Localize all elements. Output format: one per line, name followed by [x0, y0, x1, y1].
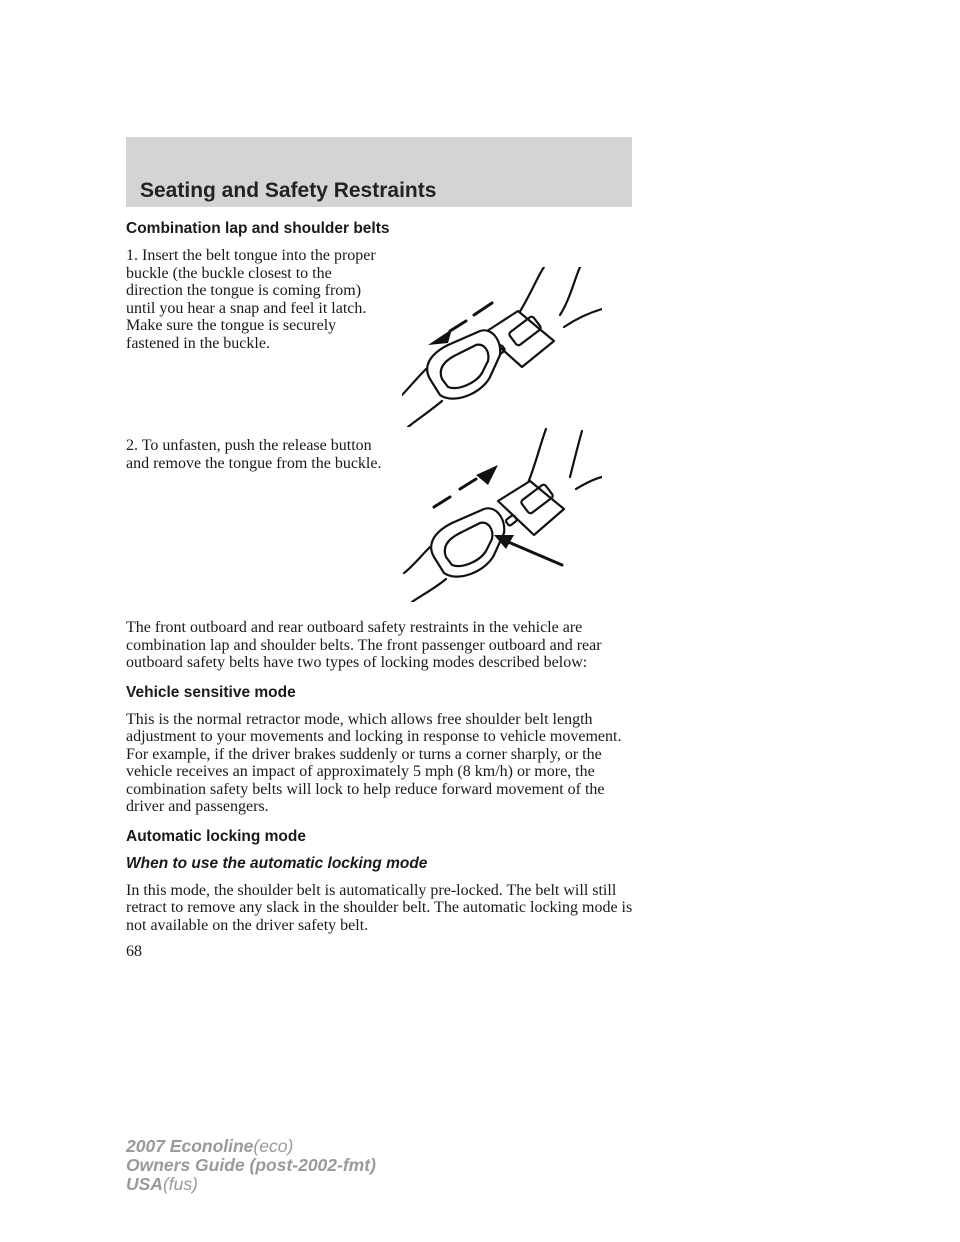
- step-2-text: 2. To unfasten, push the release button and remove the tongue from the buckle.: [126, 437, 382, 472]
- buckle-fasten-illustration: [402, 267, 602, 427]
- section-heading-vehicle-sensitive: Vehicle sensitive mode: [126, 683, 296, 701]
- footer-line-2: Owners Guide (post-2002-fmt): [126, 1155, 376, 1175]
- section-2-paragraph: This is the normal retractor mode, which allows free shoulder belt length adjustment to your movements and locking in response to vehicle movement. For example, if the driver brakes suddenly or turns a corner sharply, or the vehicle receives an impact of approximately 5 mph (8 km/h) or more, the combination safety belts will lock to help reduce forward movement of the driver and passengers.: [126, 710, 622, 815]
- header-band: [126, 137, 632, 207]
- step-1-row: [126, 247, 636, 437]
- page-title: Seating and Safety Restraints: [140, 179, 437, 202]
- section-3-paragraph: In this mode, the shoulder belt is automatically pre-locked. The belt will still retract to remove any slack in the shoulder belt. The automatic locking mode is not available on the driver safety belt.: [126, 881, 633, 934]
- step-2-row: [126, 437, 636, 619]
- footer-line-3: [126, 1175, 376, 1194]
- page-content: [126, 220, 636, 946]
- subheading-when-to-use: When to use the automatic locking mode: [126, 854, 428, 872]
- step-1-text: 1. Insert the belt tongue into the proper buckle (the buckle closest to the direction the tongue is coming from) until you hear a snap and feel it latch. Make sure the tongue is securely fastened in the buckle.: [126, 247, 376, 352]
- footer-market-code: (fus): [162, 1174, 198, 1194]
- footer-line-1: [126, 1137, 376, 1156]
- footer-model-code: (eco): [253, 1136, 294, 1156]
- footer-market: USA: [126, 1174, 163, 1194]
- footer-model: 2007 Econoline: [126, 1136, 254, 1156]
- section-heading-automatic-locking: Automatic locking mode: [126, 827, 306, 845]
- section-1-paragraph: The front outboard and rear outboard safety restraints in the vehicle are combination lap and shoulder belts. The front passenger outboard and rear outboard safety belts have two types of locking modes described below:: [126, 619, 602, 671]
- footer: [126, 1137, 376, 1194]
- buckle-release-illustration: [402, 427, 602, 602]
- page-number: 68: [126, 943, 142, 960]
- section-heading-combination-belts: Combination lap and shoulder belts: [126, 220, 390, 237]
